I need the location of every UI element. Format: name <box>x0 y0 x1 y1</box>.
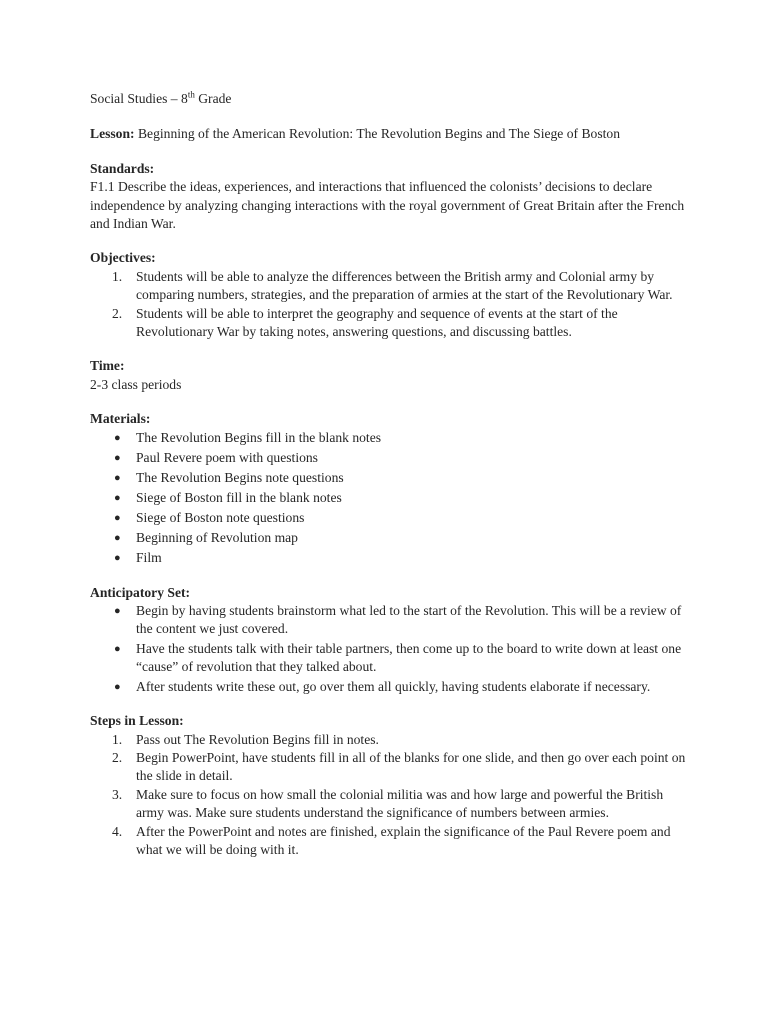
lesson-line <box>90 125 690 143</box>
standards-heading: Standards: <box>90 160 155 176</box>
steps-section <box>90 712 690 859</box>
material-item <box>90 429 690 447</box>
subject-text: Social Studies – 8 <box>90 91 188 106</box>
standards-text: F1.1 Describe the ideas, experiences, and interactions that influenced the colonists’ decisions to declare independence by analyzing changing interactions with the royal government of Great Britain after the French and Indian War. <box>90 179 685 232</box>
anticipatory-item <box>90 602 690 639</box>
bullet-icon: ● <box>114 532 121 545</box>
anticipatory-text: After students write these out, go over them all quickly, having students elaborate if necessary. <box>136 678 651 694</box>
step-number: 2. <box>112 749 123 765</box>
step-text: Make sure to focus on how small the colonial militia was and how large and powerful the British army was. Make sure students understand the significance of numbers between armies. <box>136 786 664 821</box>
anticipatory-text: Begin by having students brainstorm what led to the start of the Revolution. This will be a review of the content we just covered. <box>136 603 682 637</box>
objectives-list <box>90 268 690 342</box>
material-text: Film <box>136 550 162 566</box>
bullet-icon: ● <box>114 552 121 565</box>
bullet-icon: ● <box>114 605 121 618</box>
step-number: 1. <box>112 731 123 747</box>
material-item <box>90 489 690 507</box>
time-section <box>90 357 690 394</box>
objectives-heading: Objectives: <box>90 250 156 266</box>
steps-list <box>90 731 690 860</box>
material-text: The Revolution Begins fill in the blank notes <box>136 429 382 445</box>
lesson-title: Beginning of the American Revolution: The Revolution Begins and The Siege of Boston <box>134 126 620 142</box>
anticipatory-text: Have the students talk with their table partners, then come up to the board to write down at least one “cause” of revolution that they talked about. <box>136 640 682 675</box>
step-item <box>90 731 690 749</box>
materials-list <box>90 429 690 568</box>
step-text: Begin PowerPoint, have students fill in all of the blanks for one slide, and then go over each point on the slide in detail. <box>136 749 686 784</box>
material-text: Paul Revere poem with questions <box>136 449 318 465</box>
material-item <box>90 549 690 567</box>
material-text: Siege of Boston fill in the blank notes <box>136 489 342 505</box>
step-item <box>90 823 690 860</box>
lesson-label: Lesson: <box>90 126 135 142</box>
material-item <box>90 529 690 547</box>
objective-text: Students will be able to interpret the geography and sequence of events at the start of the Revolutionary War by taking notes, answering questions, and discussing battles. <box>136 305 618 340</box>
bullet-icon: ● <box>114 491 121 504</box>
objective-item <box>90 268 690 305</box>
objective-number: 2. <box>112 305 123 321</box>
step-text: Pass out The Revolution Begins fill in notes. <box>136 731 379 747</box>
bullet-icon: ● <box>114 431 121 444</box>
step-item <box>90 786 690 823</box>
time-text: 2-3 class periods <box>90 376 182 392</box>
material-text: The Revolution Begins note questions <box>136 469 344 485</box>
lesson-plan-page <box>90 90 690 875</box>
anticipatory-item <box>90 678 690 696</box>
step-text: After the PowerPoint and notes are finished, explain the significance of the Paul Revere poem and what we will be doing with it. <box>136 823 671 857</box>
material-item <box>90 469 690 487</box>
bullet-icon: ● <box>114 512 121 525</box>
bullet-icon: ● <box>114 471 121 484</box>
objective-number: 1. <box>112 268 123 284</box>
grade-suffix: th <box>187 89 195 100</box>
bullet-icon: ● <box>114 451 121 464</box>
materials-heading: Materials: <box>90 411 151 427</box>
anticipatory-item <box>90 640 690 677</box>
material-text: Beginning of Revolution map <box>136 530 298 546</box>
objectives-section <box>90 249 690 341</box>
anticipatory-set-section <box>90 584 690 696</box>
material-item <box>90 449 690 467</box>
bullet-icon: ● <box>114 642 121 655</box>
bullet-icon: ● <box>114 680 121 693</box>
material-text: Siege of Boston note questions <box>136 510 305 526</box>
step-number: 3. <box>112 786 123 802</box>
objective-text: Students will be able to analyze the differences between the British army and Colonial army by comparing numbers, strategies, and the preparation of armies at the start of the Revolutionary War. <box>136 268 673 303</box>
subject-line <box>90 90 690 108</box>
subject-suffix: Grade <box>194 91 232 106</box>
materials-section <box>90 410 690 567</box>
step-number: 4. <box>112 823 123 839</box>
anticipatory-set-list <box>90 602 690 696</box>
objective-item <box>90 305 690 342</box>
step-item <box>90 749 690 786</box>
steps-heading: Steps in Lesson: <box>90 713 184 729</box>
time-heading: Time: <box>90 358 125 374</box>
material-item <box>90 509 690 527</box>
anticipatory-set-heading: Anticipatory Set: <box>90 584 191 600</box>
standards-section <box>90 160 690 234</box>
